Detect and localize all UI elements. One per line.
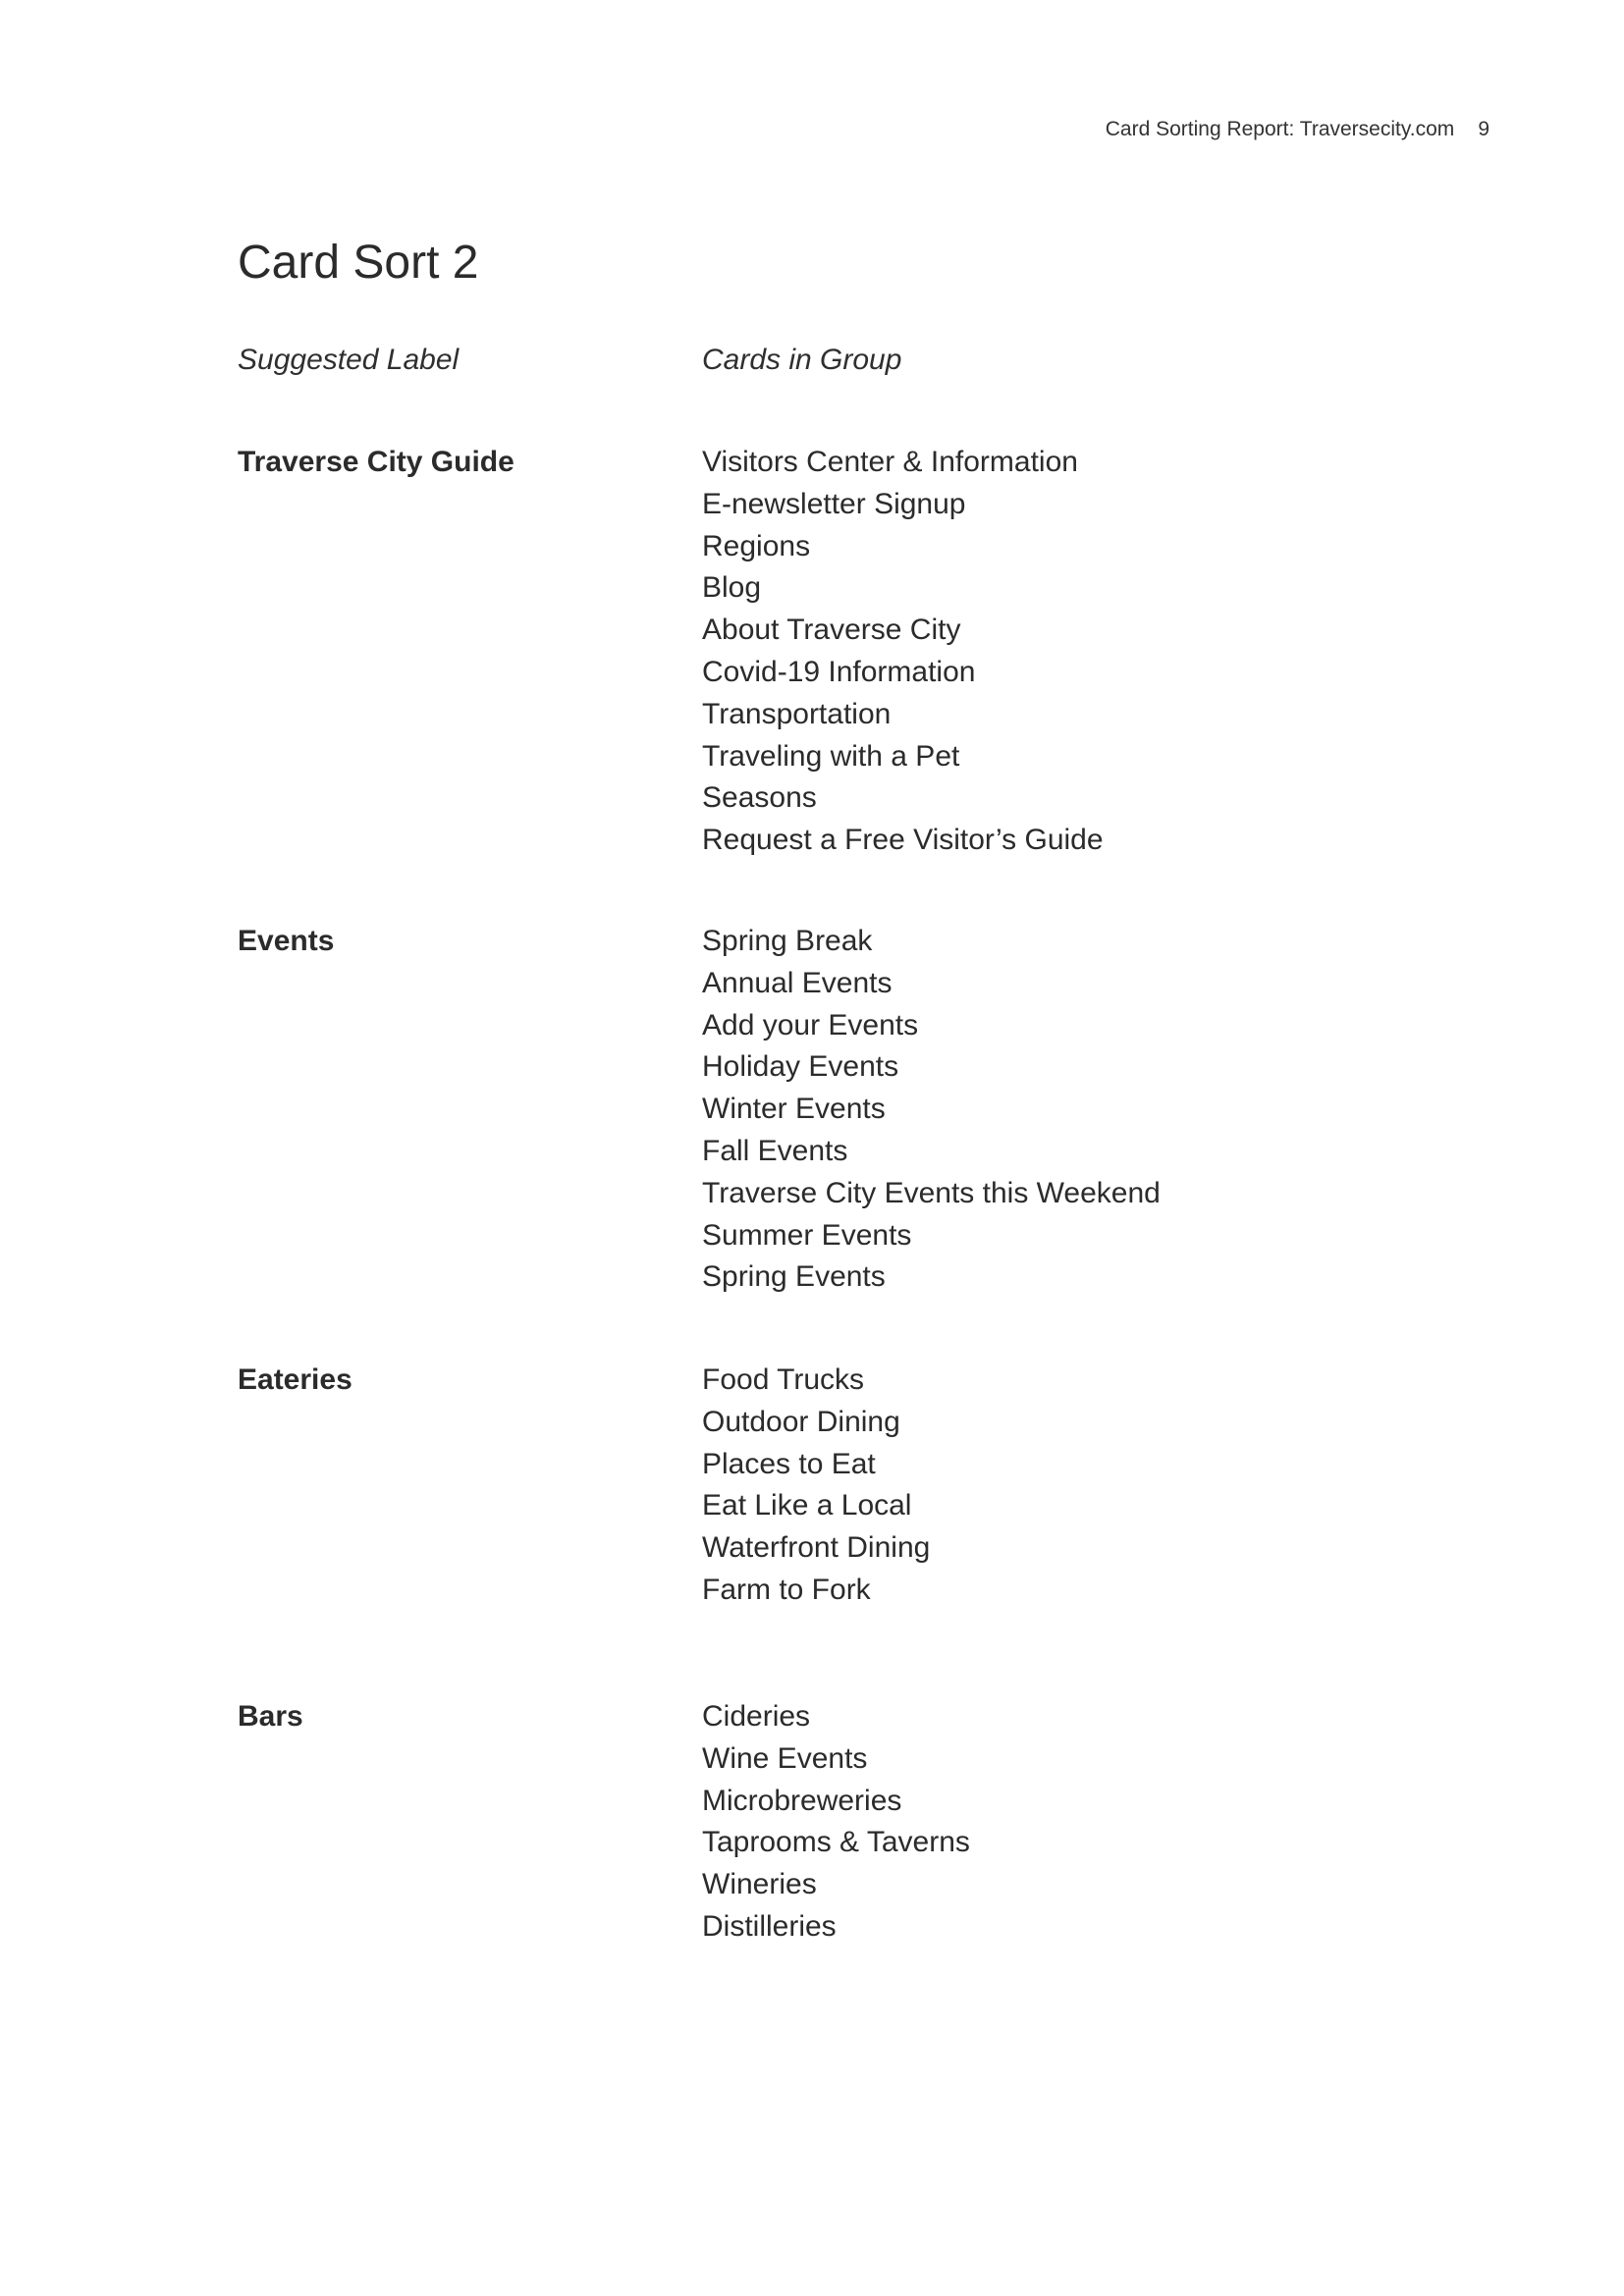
card-item: Wine Events — [702, 1741, 868, 1775]
page-title: Card Sort 2 — [238, 237, 479, 289]
card-item: Request a Free Visitor’s Guide — [702, 824, 1104, 857]
card-list — [702, 1360, 930, 1612]
group-label: Bars — [238, 1700, 303, 1733]
card-item: Microbreweries — [702, 1784, 902, 1817]
card-item: Visitors Center & Information — [702, 446, 1078, 478]
card-item: Regions — [702, 529, 811, 562]
card-item: Spring Break — [702, 925, 873, 957]
card-list — [702, 1696, 970, 1949]
card-item: Winter Events — [702, 1093, 886, 1126]
card-item: Farm to Fork — [702, 1573, 871, 1606]
card-item: Blog — [702, 571, 762, 605]
card-item: Eat Like a Local — [702, 1489, 912, 1522]
card-item: About Traverse City — [702, 614, 961, 647]
card-item: Places to Eat — [702, 1447, 876, 1480]
cards-in-group-header: Cards in Group — [702, 344, 902, 376]
card-item: Transportation — [702, 697, 892, 730]
card-item: Fall Events — [702, 1134, 848, 1167]
card-item: Food Trucks — [702, 1363, 865, 1396]
page-number: 9 — [1478, 118, 1489, 140]
card-item: E-newsletter Signup — [702, 487, 966, 520]
card-list — [702, 442, 1104, 862]
running-title: Card Sorting Report: Traversecity.com — [1105, 118, 1455, 140]
running-header — [1106, 118, 1489, 141]
card-item: Spring Events — [702, 1260, 886, 1294]
card-item: Annual Events — [702, 966, 893, 999]
card-item: Taprooms & Taverns — [702, 1826, 970, 1859]
group-label: Events — [238, 925, 335, 957]
card-item: Summer Events — [702, 1218, 912, 1252]
card-item: Holiday Events — [702, 1050, 899, 1084]
card-item: Wineries — [702, 1868, 817, 1901]
card-item: Add your Events — [702, 1008, 919, 1041]
suggested-label-header: Suggested Label — [238, 344, 460, 376]
card-item: Cideries — [702, 1700, 811, 1733]
card-item: Outdoor Dining — [702, 1405, 900, 1438]
card-list — [702, 921, 1161, 1299]
card-item: Traveling with a Pet — [702, 739, 960, 773]
card-item: Seasons — [702, 781, 817, 815]
group-label: Eateries — [238, 1363, 352, 1396]
card-item: Traverse City Events this Weekend — [702, 1176, 1161, 1209]
group-label: Traverse City Guide — [238, 446, 514, 478]
card-item: Waterfront Dining — [702, 1531, 931, 1565]
card-item: Covid-19 Information — [702, 655, 976, 688]
card-item: Distilleries — [702, 1909, 837, 1943]
